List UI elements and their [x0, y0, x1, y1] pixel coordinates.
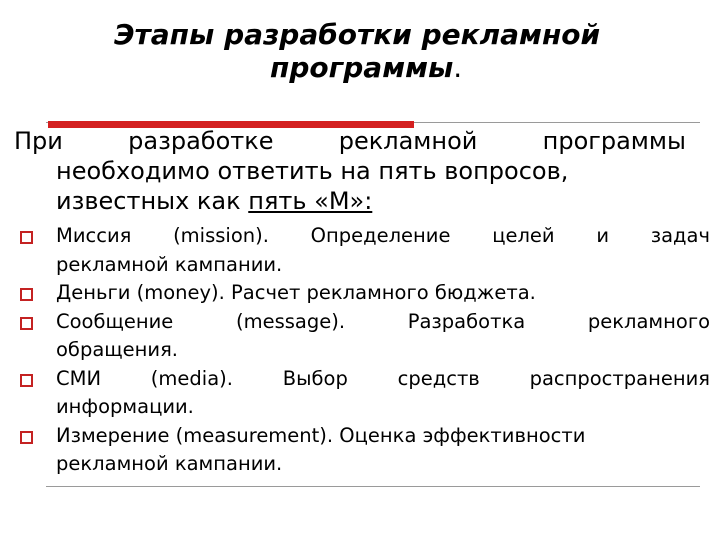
- square-bullet-icon: [20, 374, 33, 387]
- list-item-line-1: Деньги (money). Расчет рекламного бюджета.: [56, 281, 536, 304]
- title-line-1: Этапы разработки рекламной: [114, 18, 601, 51]
- list-item-line-2: рекламной кампании.: [56, 452, 283, 475]
- square-bullet-icon: [20, 431, 33, 444]
- title-dot: .: [453, 51, 463, 84]
- list-item-line-2: обращения.: [56, 338, 178, 361]
- slide-title: [100, 18, 620, 84]
- bullet-list: [20, 222, 710, 479]
- intro-word-2: разработке: [128, 127, 274, 155]
- list-item: [20, 279, 710, 308]
- title-line-2-text: программы: [270, 51, 454, 84]
- five-m-underlined: пять «М»:: [248, 187, 373, 215]
- intro-word-1: При: [14, 127, 63, 155]
- list-item-line-2: рекламной кампании.: [56, 252, 283, 276]
- square-bullet-icon: [20, 288, 33, 301]
- intro-line-1: [14, 126, 686, 156]
- list-item-line-1: Сообщение (message). Разработка рекламного: [56, 309, 710, 333]
- intro-line-3: [14, 186, 694, 216]
- list-item: [20, 422, 710, 479]
- list-item-line-1: СМИ (media). Выбор средств распространения: [56, 366, 710, 390]
- square-bullet-icon: [20, 317, 33, 330]
- list-item: [20, 308, 710, 365]
- list-item-line-1: Миссия (mission). Определение целей и задач: [56, 224, 710, 247]
- intro-word-4: программы: [542, 127, 686, 155]
- list-item: [20, 365, 710, 422]
- bottom-divider: [46, 486, 700, 487]
- list-item: [20, 222, 710, 279]
- list-item-line-1: Измерение (measurement). Оценка эффективности: [56, 423, 586, 447]
- intro-line-3-prefix: известных как: [56, 187, 249, 215]
- square-bullet-icon: [20, 231, 33, 244]
- intro-paragraph: [14, 126, 694, 216]
- list-item-line-2: информации.: [56, 395, 194, 418]
- intro-line-2: необходимо ответить на пять вопросов,: [56, 157, 569, 185]
- title-line-2: [100, 51, 620, 84]
- intro-word-3: рекламной: [338, 127, 478, 155]
